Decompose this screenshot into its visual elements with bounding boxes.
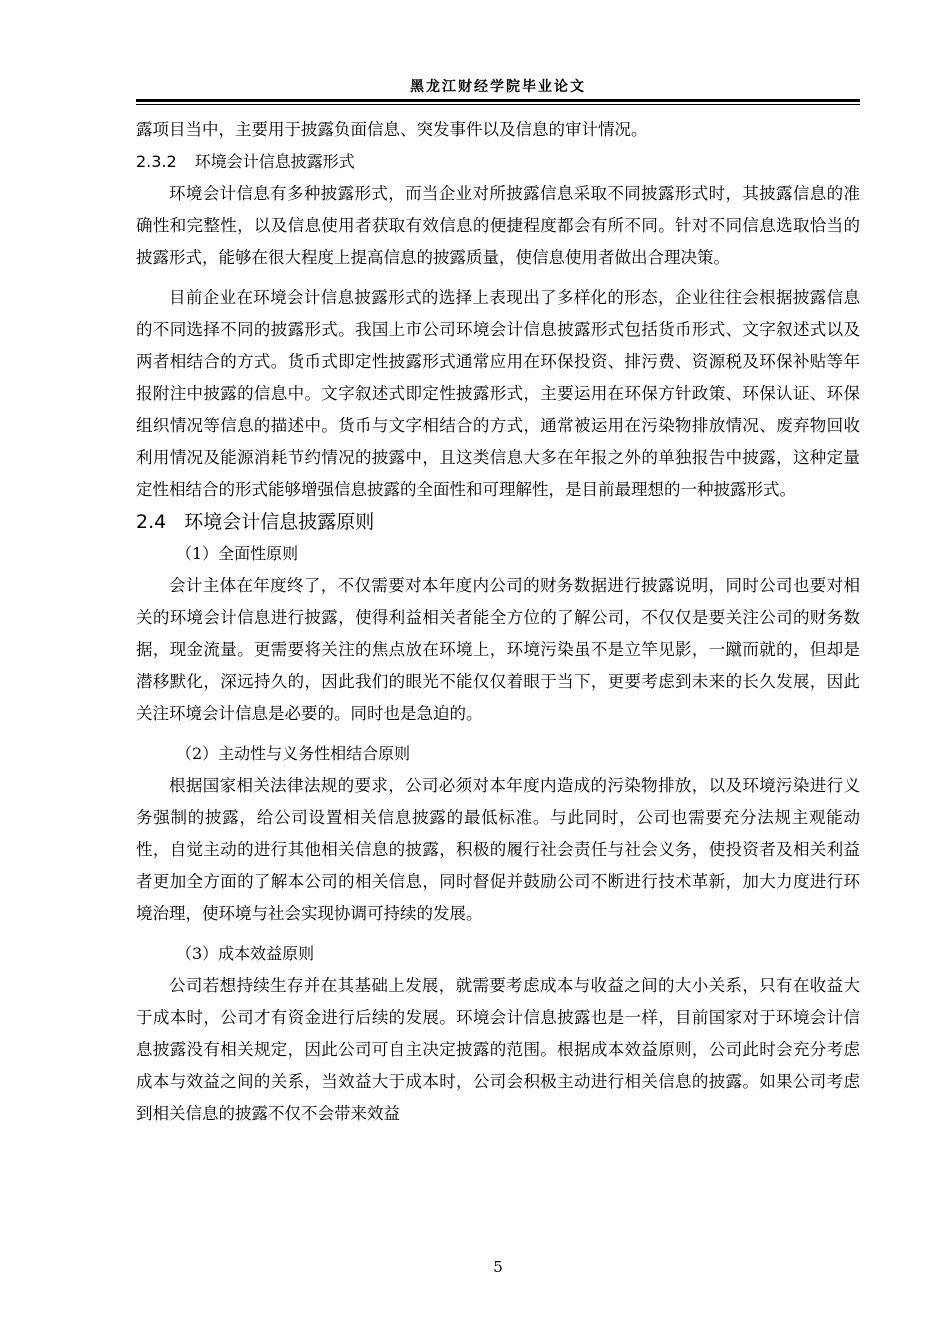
paragraph-continued: 露项目当中，主要用于披露负面信息、突发事件以及信息的审计情况。 [136, 120, 648, 139]
section-heading-2-3-2 [136, 146, 860, 178]
header-rule-thick [136, 99, 860, 102]
page-number: 5 [493, 1258, 503, 1276]
subheading-initiative-obligation: （2）主动性与义务性相结合原则 [176, 744, 411, 763]
section-number: 2.3.2 [136, 152, 177, 171]
paragraph-disclosure-diversity: 目前企业在环境会计信息披露形式的选择上表现出了多样化的形态，企业往往会根据披露信息的不同选择不同的披露形式。我国上市公司环境会计信息披露形式包括货币形式、文字叙述式以及两者相结合的方式。货币式即定性披露形式通常应用在环保投资、排污费、资源税及环保补贴等年报附注中披露的信息中。文字叙述式即定性披露形式，主要运用在环保方针政策、环保认证、环保组织情况等信息的描述中。货币与文字相结合的方式，通常被运用在污染物排放情况、废弃物回收利用情况及能源消耗节约情况的披露中，且这类信息大多在年报之外的单独报告中披露，这种定量定性相结合的形式能够增强信息披露的全面性和可理解性，是目前最理想的一种披露形式。 [136, 288, 860, 499]
subheading-cost-benefit: （3）成本效益原则 [176, 944, 315, 963]
paragraph-initiative-obligation: 根据国家相关法律法规的要求，公司必须对本年度内造成的污染物排放，以及环境污染进行义务强制的披露，给公司设置相关信息披露的最低标准。与此同时，公司也需要充分法规主观能动性，自觉主动的进行其他相关信息的披露，积极的履行社会责任与社会义务，使投资者及相关利益者更加全方面的了解本公司的相关信息，同时督促并鼓励公司不断进行技术革新，加大力度进行环境治理，使环境与社会实现协调可持续的发展。 [136, 776, 860, 923]
section-heading-2-4 [136, 506, 860, 538]
section-title: 环境会计信息披露原则 [184, 511, 375, 533]
paragraph-comprehensiveness: 会计主体在年度终了，不仅需要对本年度内公司的财务数据进行披露说明，同时公司也要对相关的环境会计信息进行披露，使得利益相关者能全方位的了解公司，不仅仅是要关注公司的财务数据，现金流量。更需要将关注的焦点放在环境上，环境污染虽不是立竿见影，一蹴而就的，但却是潜移默化，深远持久的，因此我们的眼光不能仅仅着眼于当下，更要考虑到未来的长久发展，因此关注环境会计信息是必要的。同时也是急迫的。 [136, 576, 860, 723]
paragraph-cost-benefit: 公司若想持续生存并在其基础上发展，就需要考虑成本与收益之间的大小关系，只有在收益大于成本时，公司才有资金进行后续的发展。环境会计信息披露也是一样，目前国家对于环境会计信息披露没有相关规定，因此公司可自主决定披露的范围。根据成本效益原则，公司此时会充分考虑成本与效益之间的关系，当效益大于成本时，公司会积极主动进行相关信息的披露。如果公司考虑到相关信息的披露不仅不会带来效益 [136, 976, 860, 1123]
paragraph-gap [136, 930, 860, 938]
subheading-comprehensiveness: （1）全面性原则 [176, 544, 299, 563]
document-body [136, 114, 860, 1130]
paragraph-gap [136, 730, 860, 738]
section-number: 2.4 [136, 511, 167, 533]
paragraph-gap [136, 274, 860, 282]
paragraph-disclosure-forms: 环境会计信息有多种披露形式，而当企业对所披露信息采取不同披露形式时，其披露信息的准确性和完整性，以及信息使用者获取有效信息的便捷程度都会有所不同。针对不同信息选取恰当的披露形式，能够在很大程度上提高信息的披露质量，使信息使用者做出合理决策。 [136, 184, 860, 267]
section-title: 环境会计信息披露形式 [194, 152, 355, 171]
header-rule-thin [136, 104, 860, 105]
page-header-title: 黑龙江财经学院毕业论文 [410, 79, 586, 95]
